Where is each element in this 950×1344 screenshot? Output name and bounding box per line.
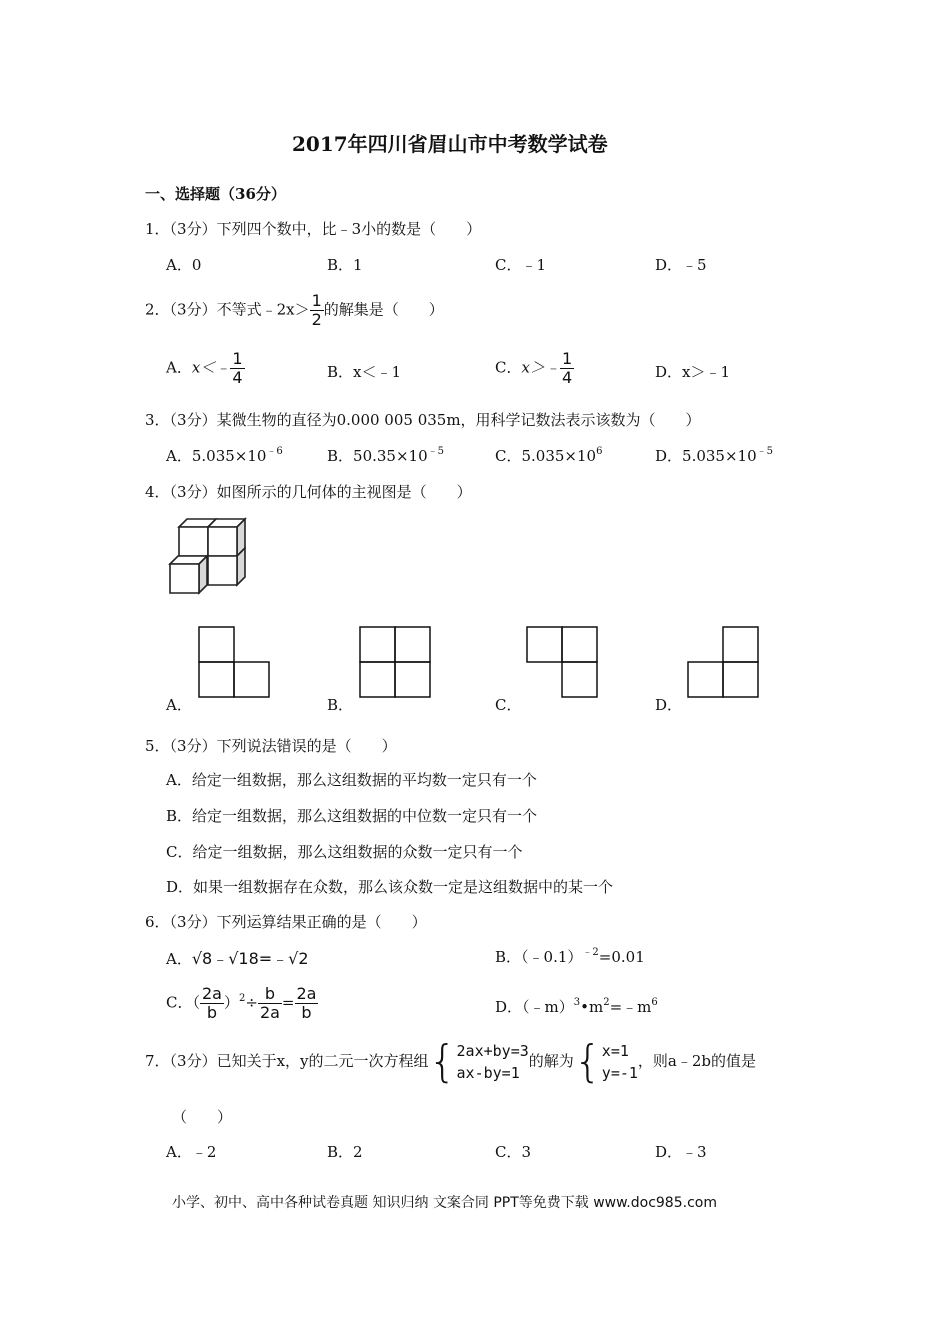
q2-option-a [166, 350, 245, 387]
q3-c-base: C．5.035×10 [495, 447, 597, 465]
q6-d-e1: 3 [573, 997, 581, 1008]
q2-option-b: B．x＜﹣1 [327, 363, 402, 381]
q6-c-div: ÷ [245, 993, 258, 1012]
q6-option-b [495, 946, 645, 967]
q3-a-base: A．5.035×10 [166, 447, 267, 465]
q6-c-n1: 2a [201, 984, 222, 1003]
q4-view-b [359, 626, 433, 699]
page-footer: 小学、初中、高中各种试卷真题 知识归纳 文案合同 PPT等免费下载 www.doc985.com [172, 1195, 717, 1211]
q3-b-base: B．50.35×10 [327, 447, 428, 465]
q5-option-d: D．如果一组数据存在众数，那么该众数一定是这组数据中的某一个 [166, 878, 614, 896]
q5-option-b: B．给定一组数据，那么这组数据的中位数一定只有一个 [166, 807, 538, 825]
page-title: 2017年四川省眉山市中考数学试卷 [292, 132, 608, 156]
q2-a-label: A． [166, 358, 192, 377]
q7-solution [602, 1040, 638, 1084]
q7-system [457, 1040, 529, 1084]
cube-bottom-left-front [170, 564, 199, 593]
q6-a-expr: √8﹣√18=﹣√2 [191, 949, 309, 968]
q1-option-c: C．﹣1 [495, 256, 547, 274]
q2-fraction [310, 292, 324, 329]
q1-option-d: D．﹣5 [655, 256, 707, 274]
q5-stem: 5．（3分）下列说法错误的是（ ） [145, 737, 397, 755]
q7-brace-left: { [428, 1036, 457, 1087]
q6-c-d2: 2a [259, 1003, 280, 1022]
q7-option-c: C．3 [495, 1143, 532, 1161]
cube-bottom-right-front [208, 556, 237, 585]
q2-stem-pre: 2．（3分）不等式﹣2x＞ [145, 300, 310, 319]
q7-eq1: 2ax+by=3 [456, 1042, 529, 1060]
q3-option-a [166, 445, 283, 466]
q6-b-post: =0.01 [598, 948, 645, 966]
q4-view-d [687, 626, 761, 699]
q7-sol2: y=-1 [601, 1064, 638, 1082]
q6-c-d3: b [301, 1003, 312, 1022]
q6-c-eq: = [281, 993, 295, 1012]
q6-c-frac3 [295, 985, 319, 1022]
q7-option-b: B．2 [327, 1143, 363, 1161]
q6-a-label: A． [166, 950, 192, 968]
q4-option-c: C． [495, 696, 522, 714]
q6-d-e3: 6 [651, 997, 658, 1008]
q7-eq2: ax-by=1 [456, 1064, 520, 1082]
q7-mid: 的解为 [528, 1052, 574, 1070]
q6-c-n3: 2a [296, 984, 317, 1003]
q6-c-n2: b [258, 985, 282, 1004]
q7-brace-right: { [573, 1036, 602, 1087]
q6-c-d1: b [206, 1003, 218, 1022]
q6-stem: 6．（3分）下列运算结果正确的是（ ） [145, 913, 427, 931]
q6-d-pre: D．（﹣m） [495, 998, 574, 1016]
q6-b-exp: ﹣2 [582, 947, 599, 958]
cube-top-right-front [208, 527, 237, 556]
q6-c-exp: 2 [238, 992, 246, 1004]
q5-option-c: C．给定一组数据，那么这组数据的众数一定只有一个 [166, 843, 523, 861]
q7-stem-post: ，则a﹣2b的值是 [637, 1052, 757, 1070]
q3-b-exp: ﹣5 [427, 446, 444, 457]
q4-option-d: D． [655, 696, 683, 714]
q7-option-a: A．﹣2 [166, 1143, 217, 1161]
q3-stem: 3．（3分）某微生物的直径为0.000 005 035m，用科学记数法表示该数为（ ） [145, 411, 701, 429]
q2-a-fraction [230, 350, 244, 387]
q2-c-den: 4 [561, 368, 573, 387]
q4-option-a: A． [166, 696, 192, 714]
q2-a-expr: x＜﹣ [191, 358, 231, 377]
q1-option-b: B．1 [327, 256, 363, 274]
q2-option-d: D．x＞﹣1 [655, 363, 731, 381]
q3-a-exp: ﹣6 [266, 446, 283, 457]
q4-stem: 4．（3分）如图所示的几何体的主视图是（ ） [145, 483, 472, 501]
q2-frac-den: 2 [311, 310, 322, 329]
q1-option-a: A．0 [166, 256, 202, 274]
q4-view-c [526, 626, 600, 699]
section-heading: 一、选择题（36分） [145, 185, 286, 203]
q6-c-label: C．（ [166, 993, 200, 1012]
q4-solid-figure [165, 512, 250, 597]
q2-c-label: C． [495, 358, 522, 377]
q7-stem-pre: 7．（3分）已知关于x，y的二元一次方程组 [145, 1052, 429, 1070]
q6-option-c [166, 985, 318, 1022]
q2-stem [145, 292, 444, 329]
q2-c-expr: x＞﹣ [521, 358, 560, 377]
q6-option-a [166, 946, 309, 969]
q5-option-a: A．给定一组数据，那么这组数据的平均数一定只有一个 [166, 771, 537, 789]
q2-option-c [495, 350, 574, 387]
q4-view-a [198, 626, 272, 699]
q7-answer-blank: （ ） [172, 1108, 233, 1126]
q3-option-b [327, 445, 444, 466]
q7-sol1: x=1 [601, 1042, 629, 1060]
q6-d-mid: •m [580, 998, 604, 1016]
q2-a-num: 1 [232, 349, 243, 368]
q6-c-frac1 [200, 985, 224, 1022]
q6-c-frac2 [258, 985, 282, 1022]
q6-c-mid: ） [223, 993, 239, 1012]
q6-d-post: =﹣m [609, 998, 652, 1016]
q7-option-d: D．﹣3 [655, 1143, 707, 1161]
q1-stem: 1．（3分）下列四个数中，比﹣3小的数是（ ） [145, 220, 482, 238]
q3-d-exp: ﹣5 [756, 446, 773, 457]
q3-c-exp: 6 [596, 446, 603, 457]
q2-stem-post: 的解集是（ ） [323, 300, 444, 319]
q6-d-e2: 2 [603, 997, 610, 1008]
q4-option-b: B． [327, 696, 354, 714]
q2-c-num: 1 [561, 349, 573, 368]
q7-stem [145, 1036, 757, 1087]
q3-d-base: D．5.035×10 [655, 447, 757, 465]
q3-option-c [495, 445, 602, 466]
q2-a-den: 4 [232, 368, 243, 387]
q6-b-pre: B．（﹣0.1） [495, 948, 583, 966]
cube-top-left-front [179, 527, 208, 556]
q3-option-d [655, 445, 773, 466]
q2-c-fraction [560, 350, 574, 387]
q6-option-d [495, 996, 658, 1017]
q2-frac-num: 1 [311, 291, 322, 310]
